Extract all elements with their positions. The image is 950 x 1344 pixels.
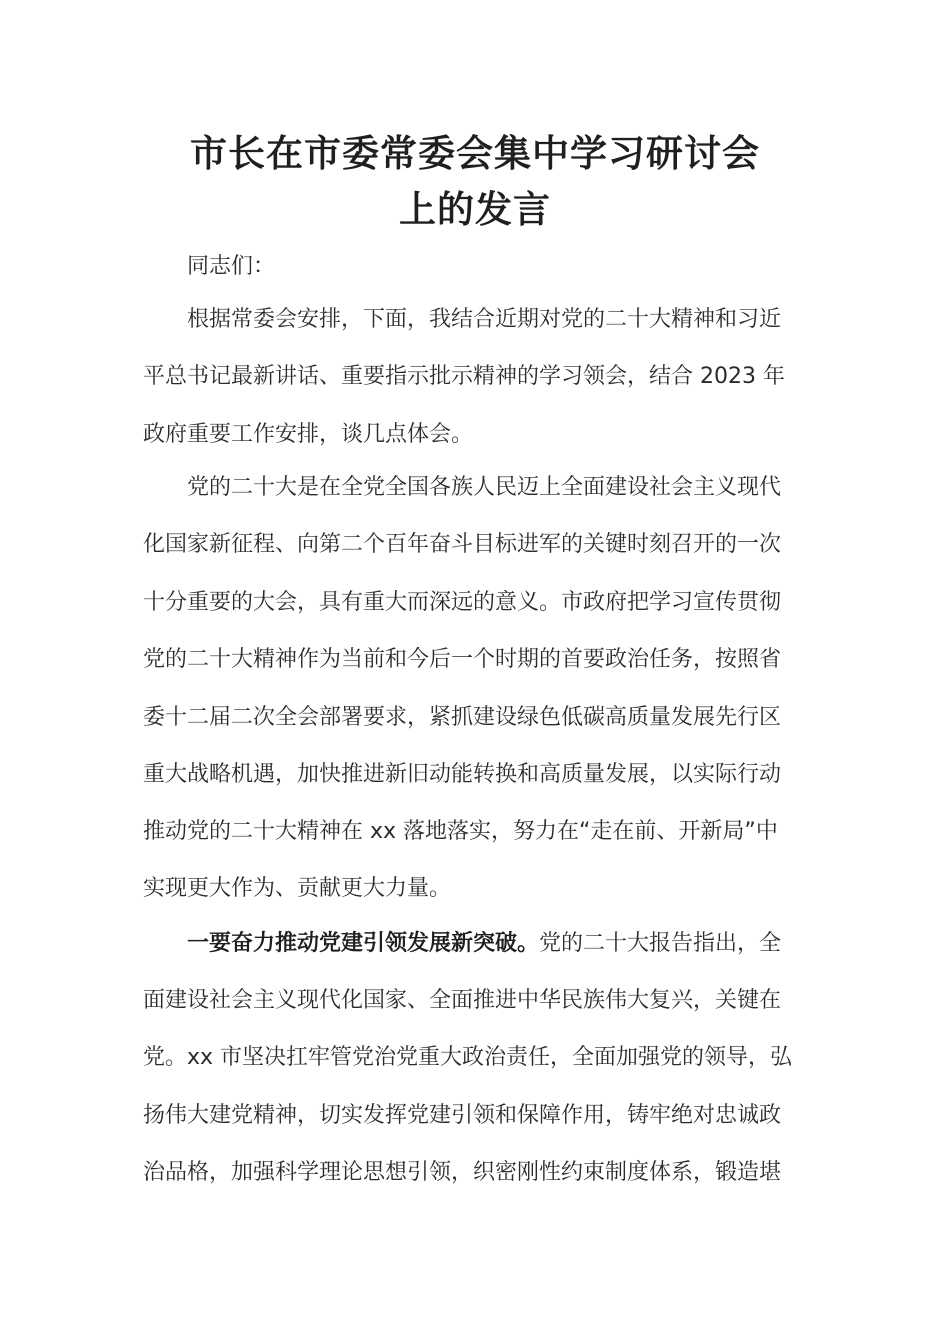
paragraph-1-line-3: 政府重要工作安排，谈几点体会。 <box>143 422 474 447</box>
salutation: 同志们： <box>187 254 276 279</box>
paragraph-2-line-7: 推动党的二十大精神在 xx 落地落实，努力在“走在前、开新局”中 <box>143 819 778 844</box>
paragraph-3-line-5: 治品格，加强科学理论思想引领，织密刚性约束制度体系，锻造堪 <box>143 1160 782 1185</box>
paragraph-2-line-3: 十分重要的大会，具有重大而深远的意义。市政府把学习宣传贯彻 <box>143 590 782 615</box>
paragraph-3-first-rest: 党的二十大报告指出，全 <box>539 931 782 956</box>
paragraph-2-line-8: 实现更大作为、贡献更大力量。 <box>143 876 452 901</box>
paragraph-3-bold-lead: 一要奋力推动党建引领发展新突破。 <box>187 931 540 956</box>
paragraph-2-line-6: 重大战略机遇，加快推进新旧动能转换和高质量发展，以实际行动 <box>143 762 782 787</box>
paragraph-3-line-3: 党。xx 市坚决扛牢管党治党重大政治责任，全面加强党的领导，弘 <box>143 1045 793 1070</box>
document-title-line-1: 市长在市委常委会集中学习研讨会 <box>190 132 760 175</box>
paragraph-1-line-1: 根据常委会安排，下面，我结合近期对党的二十大精神和习近 <box>187 307 782 332</box>
paragraph-3-line-1 <box>187 927 781 961</box>
document-title-line-2: 上的发言 <box>399 188 551 231</box>
paragraph-2-line-2: 化国家新征程、向第二个百年奋斗目标进军的关键时刻召开的一次 <box>143 532 782 557</box>
paragraph-2-line-1: 党的二十大是在全党全国各族人民迈上全面建设社会主义现代 <box>187 475 782 500</box>
paragraph-3-line-2: 面建设社会主义现代化国家、全面推进中华民族伟大复兴，关键在 <box>143 988 782 1013</box>
paragraph-2-line-5: 委十二届二次全会部署要求，紧抓建设绿色低碳高质量发展先行区 <box>143 705 782 730</box>
paragraph-3-line-4: 扬伟大建党精神，切实发挥党建引领和保障作用，铸牢绝对忠诚政 <box>143 1103 782 1128</box>
paragraph-2-line-4: 党的二十大精神作为当前和今后一个时期的首要政治任务，按照省 <box>143 647 782 672</box>
paragraph-1-line-2: 平总书记最新讲话、重要指示批示精神的学习领会，结合 2023 年 <box>143 364 785 389</box>
